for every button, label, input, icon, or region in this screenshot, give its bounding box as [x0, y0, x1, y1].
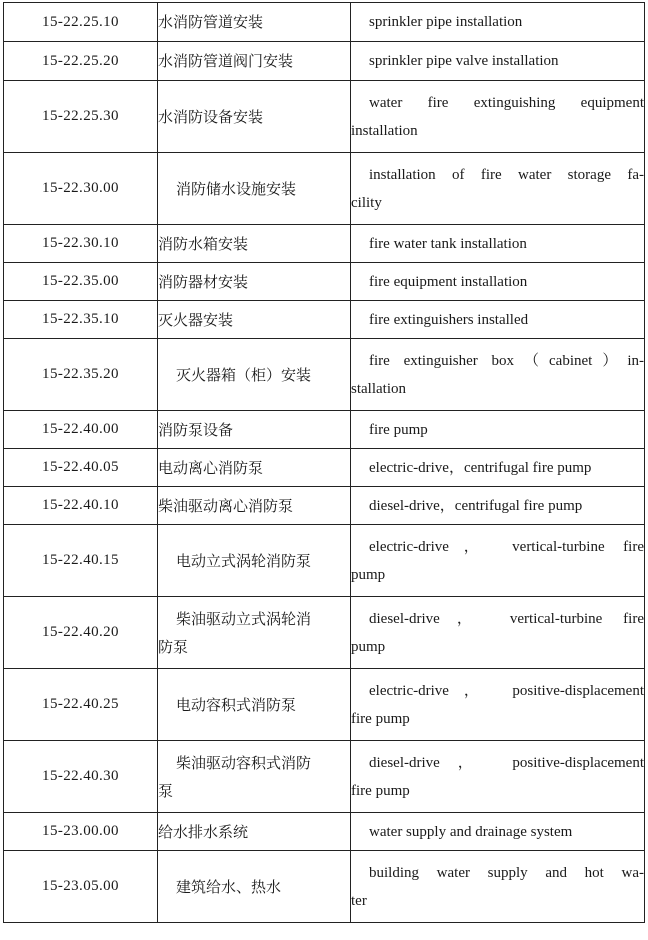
chinese-term-cell: 消防水箱安装: [158, 225, 351, 263]
english-term-line: fire pump: [351, 710, 410, 727]
chinese-term-cell: [158, 741, 351, 813]
english-term-line: water supply and drainage system: [369, 823, 573, 840]
terminology-table-body: [4, 3, 645, 923]
code-cell: 15-22.40.15: [4, 525, 158, 597]
code-cell: 15-22.25.20: [4, 42, 158, 81]
chinese-term-cell: 灭火器箱（柜）安装: [158, 339, 351, 411]
code-cell: 15-22.35.20: [4, 339, 158, 411]
english-term-line: fire pump: [369, 421, 428, 438]
table-row: [4, 597, 645, 669]
code-cell: 15-23.00.00: [4, 813, 158, 851]
chinese-term-cell: 建筑给水、热水: [158, 851, 351, 923]
code-cell: 15-22.40.00: [4, 411, 158, 449]
chinese-term-line: 柴油驱动容积式消防: [176, 753, 312, 772]
english-term-line: diesel-drive， vertical-turbine fire: [369, 610, 644, 627]
terminology-table: [3, 2, 645, 923]
chinese-term-line: 泵: [158, 781, 174, 800]
chinese-term-cell: 消防泵设备: [158, 411, 351, 449]
english-term-cell: [351, 81, 645, 153]
table-row: [4, 263, 645, 301]
english-term-line: fire extinguisher box（cabinet）in-: [369, 352, 644, 369]
english-term-cell: [351, 525, 645, 597]
code-cell: 15-22.40.10: [4, 487, 158, 525]
english-term-line: diesel-drive，centrifugal fire pump: [369, 497, 583, 514]
code-cell: 15-22.35.10: [4, 301, 158, 339]
english-term-cell: [351, 42, 645, 81]
english-term-cell: [351, 263, 645, 301]
code-cell: 15-22.30.10: [4, 225, 158, 263]
english-term-line: electric-drive，centrifugal fire pump: [369, 459, 592, 476]
english-term-line: water fire extinguishing equipment: [369, 94, 644, 111]
english-term-line: building water supply and hot wa-: [369, 864, 644, 881]
english-term-line: stallation: [351, 380, 406, 397]
chinese-term-cell: 水消防管道安装: [158, 3, 351, 42]
chinese-term-cell: 水消防设备安装: [158, 81, 351, 153]
chinese-term-cell: 柴油驱动离心消防泵: [158, 487, 351, 525]
code-cell: 15-22.35.00: [4, 263, 158, 301]
english-term-line: pump: [351, 566, 386, 583]
english-term-cell: [351, 487, 645, 525]
english-term-cell: [351, 851, 645, 923]
chinese-term-cell: 水消防管道阀门安装: [158, 42, 351, 81]
english-term-line: fire extinguishers installed: [369, 311, 529, 328]
table-row: [4, 449, 645, 487]
chinese-term-cell: 电动立式涡轮消防泵: [158, 525, 351, 597]
english-term-cell: [351, 597, 645, 669]
code-cell: 15-22.40.20: [4, 597, 158, 669]
english-term-line: cility: [351, 194, 382, 211]
table-row: [4, 487, 645, 525]
table-row: [4, 525, 645, 597]
chinese-term-line: 防泵: [158, 637, 189, 656]
english-term-line: pump: [351, 638, 386, 655]
english-term-line: installation: [351, 122, 418, 139]
table-row: [4, 225, 645, 263]
chinese-term-cell: 灭火器安装: [158, 301, 351, 339]
english-term-line: sprinkler pipe installation: [369, 14, 523, 30]
chinese-term-cell: 电动容积式消防泵: [158, 669, 351, 741]
english-term-line: fire pump: [351, 782, 410, 799]
english-term-line: electric-drive， positive-displacement: [369, 682, 644, 699]
code-cell: 15-22.40.30: [4, 741, 158, 813]
code-cell: 15-22.40.25: [4, 669, 158, 741]
chinese-term-cell: 电动离心消防泵: [158, 449, 351, 487]
table-row: [4, 153, 645, 225]
english-term-cell: [351, 813, 645, 851]
table-row: [4, 741, 645, 813]
table-row: [4, 42, 645, 81]
english-term-cell: [351, 153, 645, 225]
table-row: [4, 669, 645, 741]
english-term-cell: [351, 411, 645, 449]
english-term-cell: [351, 3, 645, 42]
code-cell: 15-22.40.05: [4, 449, 158, 487]
chinese-term-cell: 消防器材安装: [158, 263, 351, 301]
english-term-cell: [351, 339, 645, 411]
code-cell: 15-22.30.00: [4, 153, 158, 225]
chinese-term-cell: 给水排水系统: [158, 813, 351, 851]
english-term-line: diesel-drive， positive-displacement: [369, 754, 644, 771]
english-term-cell: [351, 669, 645, 741]
english-term-line: sprinkler pipe valve installation: [369, 53, 559, 69]
english-term-line: fire equipment installation: [369, 273, 528, 290]
table-row: [4, 339, 645, 411]
code-cell: 15-22.25.30: [4, 81, 158, 153]
english-term-line: fire water tank installation: [369, 235, 527, 252]
code-cell: 15-22.25.10: [4, 3, 158, 42]
english-term-line: installation of fire water storage fa-: [369, 166, 644, 183]
english-term-line: ter: [351, 892, 367, 909]
table-row: [4, 3, 645, 42]
code-cell: 15-23.05.00: [4, 851, 158, 923]
table-row: [4, 301, 645, 339]
english-term-cell: [351, 449, 645, 487]
english-term-cell: [351, 225, 645, 263]
table-row: [4, 411, 645, 449]
table-row: [4, 851, 645, 923]
table-row: [4, 81, 645, 153]
chinese-term-cell: 消防储水设施安装: [158, 153, 351, 225]
english-term-cell: [351, 301, 645, 339]
table-row: [4, 813, 645, 851]
chinese-term-line: 柴油驱动立式涡轮消: [176, 609, 312, 628]
english-term-cell: [351, 741, 645, 813]
english-term-line: electric-drive， vertical-turbine fire: [369, 538, 644, 555]
chinese-term-cell: [158, 597, 351, 669]
